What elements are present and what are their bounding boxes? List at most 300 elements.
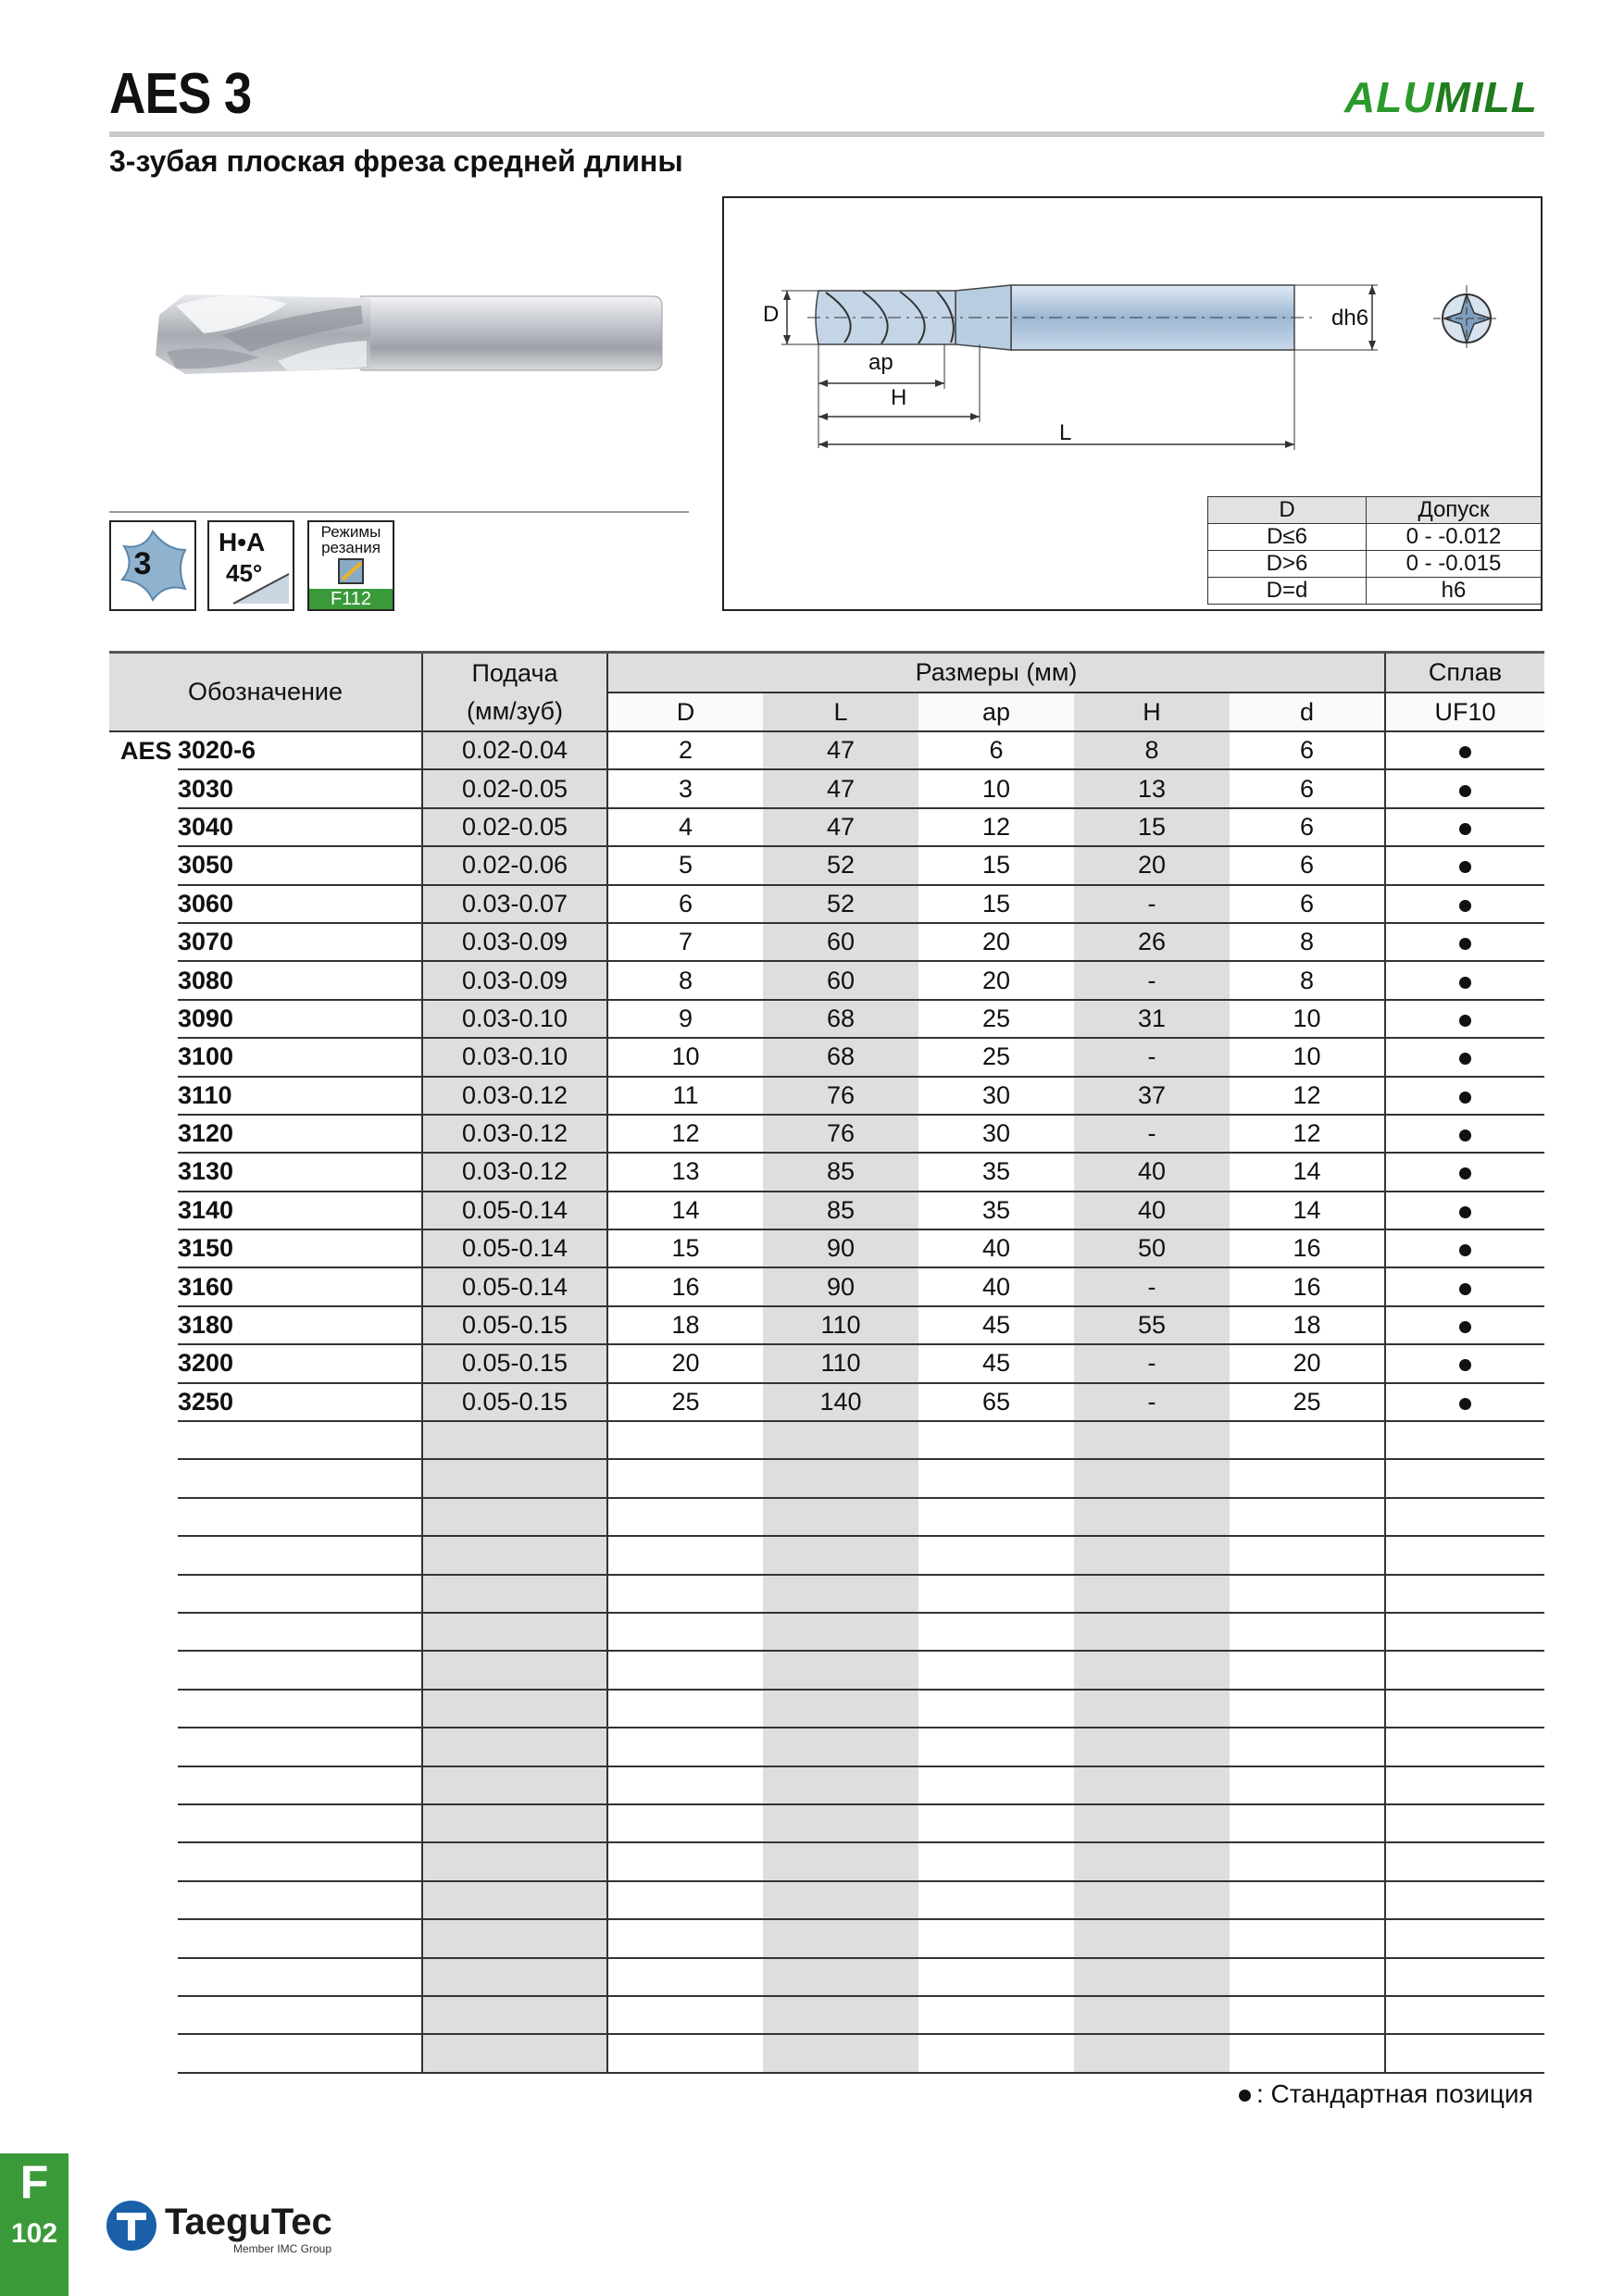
row-alloy xyxy=(1385,1192,1544,1229)
row-code: 3070 xyxy=(178,923,422,961)
empty-cell xyxy=(422,1804,607,1842)
row-code: 3040 xyxy=(178,808,422,846)
row-code: 3250 xyxy=(178,1383,422,1421)
row-prefix xyxy=(109,885,178,923)
empty-cell xyxy=(1074,1919,1230,1957)
row-d-diameter: 6 xyxy=(607,885,763,923)
empty-cell xyxy=(763,1459,918,1497)
standard-dot-icon xyxy=(1459,746,1471,758)
row-prefix xyxy=(109,1038,178,1076)
header-H: H xyxy=(1074,693,1230,731)
row-code: 3060 xyxy=(178,885,422,923)
row-prefix xyxy=(109,961,178,999)
header-rule xyxy=(109,131,1544,137)
empty-cell xyxy=(763,1690,918,1728)
row-prefix xyxy=(109,1153,178,1191)
row-feed: 0.03-0.12 xyxy=(422,1115,607,1153)
empty-cell xyxy=(763,1919,918,1957)
empty-cell xyxy=(763,1804,918,1842)
empty-cell xyxy=(918,1804,1074,1842)
empty-cell xyxy=(918,1498,1074,1536)
standard-dot-icon xyxy=(1459,1398,1471,1410)
table-row xyxy=(109,769,1544,807)
empty-cell xyxy=(1230,1766,1385,1804)
empty-cell xyxy=(1385,1919,1544,1957)
empty-cell xyxy=(422,1498,607,1536)
row-feed: 0.02-0.04 xyxy=(422,731,607,769)
row-d-diameter: 5 xyxy=(607,846,763,884)
row-feed: 0.05-0.14 xyxy=(422,1192,607,1229)
empty-cell xyxy=(109,1881,178,1919)
helix-diagram-icon xyxy=(209,522,293,609)
section-tab xyxy=(0,2153,69,2296)
empty-cell xyxy=(1385,1459,1544,1497)
empty-cell xyxy=(607,1919,763,1957)
row-l: 76 xyxy=(763,1115,918,1153)
empty-cell xyxy=(607,2034,763,2072)
row-d-diameter: 16 xyxy=(607,1267,763,1305)
empty-table-row xyxy=(109,1421,1544,1459)
row-l: 85 xyxy=(763,1153,918,1191)
row-code: 3160 xyxy=(178,1267,422,1305)
empty-cell xyxy=(422,1881,607,1919)
empty-cell xyxy=(1230,1881,1385,1919)
row-d-shank: 10 xyxy=(1230,1038,1385,1076)
row-alloy xyxy=(1385,846,1544,884)
empty-cell xyxy=(1385,1536,1544,1574)
row-l: 85 xyxy=(763,1192,918,1229)
row-d-shank: 12 xyxy=(1230,1077,1385,1115)
empty-cell xyxy=(918,1651,1074,1689)
empty-cell xyxy=(1230,1613,1385,1651)
table-row xyxy=(109,1229,1544,1267)
empty-cell xyxy=(1230,1421,1385,1459)
empty-cell xyxy=(1385,1651,1544,1689)
row-ap: 30 xyxy=(918,1115,1074,1153)
empty-cell xyxy=(607,1459,763,1497)
empty-cell xyxy=(763,1728,918,1766)
standard-dot-icon xyxy=(1459,977,1471,989)
row-ap: 45 xyxy=(918,1344,1074,1382)
empty-cell xyxy=(918,1421,1074,1459)
row-h: - xyxy=(1074,1038,1230,1076)
empty-cell xyxy=(763,1842,918,1880)
row-d-shank: 16 xyxy=(1230,1229,1385,1267)
row-d-diameter: 20 xyxy=(607,1344,763,1382)
row-d-diameter: 8 xyxy=(607,961,763,999)
empty-cell xyxy=(918,1613,1074,1651)
row-d-shank: 25 xyxy=(1230,1383,1385,1421)
row-h: 50 xyxy=(1074,1229,1230,1267)
empty-cell xyxy=(109,2034,178,2072)
row-l: 52 xyxy=(763,885,918,923)
empty-cell xyxy=(607,1804,763,1842)
row-l: 47 xyxy=(763,769,918,807)
row-prefix xyxy=(109,1267,178,1305)
empty-table-row xyxy=(109,1996,1544,2034)
row-h: 15 xyxy=(1074,808,1230,846)
row-ap: 20 xyxy=(918,961,1074,999)
empty-table-row xyxy=(109,1958,1544,1996)
empty-cell xyxy=(109,1498,178,1536)
standard-dot-icon xyxy=(1459,823,1471,835)
header-ap: ap xyxy=(918,693,1074,731)
row-feed: 0.03-0.12 xyxy=(422,1077,607,1115)
row-d-diameter: 10 xyxy=(607,1038,763,1076)
empty-cell xyxy=(1230,1575,1385,1613)
table-row xyxy=(109,923,1544,961)
empty-cell xyxy=(178,2034,422,2072)
header-uf10: UF10 xyxy=(1385,693,1544,731)
row-prefix xyxy=(109,1192,178,1229)
row-ap: 6 xyxy=(918,731,1074,769)
empty-cell xyxy=(607,1498,763,1536)
empty-cell xyxy=(178,1459,422,1497)
empty-cell xyxy=(763,1766,918,1804)
empty-table-row xyxy=(109,1459,1544,1497)
row-feed: 0.02-0.06 xyxy=(422,846,607,884)
tolerance-range: D>6 xyxy=(1208,551,1367,578)
company-subtitle: Member IMC Group xyxy=(233,2242,332,2255)
end-mill-photo xyxy=(148,278,667,389)
header-feed-unit: (мм/зуб) xyxy=(422,693,607,731)
row-prefix: AES xyxy=(120,736,172,765)
row-ap: 15 xyxy=(918,885,1074,923)
row-h: - xyxy=(1074,1383,1230,1421)
row-l: 90 xyxy=(763,1267,918,1305)
row-prefix xyxy=(109,1383,178,1421)
empty-cell xyxy=(109,1996,178,2034)
empty-cell xyxy=(178,1919,422,1957)
row-code: 3120 xyxy=(178,1115,422,1153)
row-l: 76 xyxy=(763,1077,918,1115)
row-alloy xyxy=(1385,1383,1544,1421)
empty-cell xyxy=(178,1651,422,1689)
empty-cell xyxy=(109,1651,178,1689)
product-table xyxy=(109,651,1544,2074)
empty-cell xyxy=(109,1536,178,1574)
row-l: 110 xyxy=(763,1306,918,1344)
row-code: 3030 xyxy=(178,769,422,807)
row-prefix xyxy=(109,923,178,961)
row-ap: 65 xyxy=(918,1383,1074,1421)
row-code: 3020-6 xyxy=(178,731,422,769)
flutes-icon xyxy=(109,520,196,611)
empty-table-row xyxy=(109,1881,1544,1919)
empty-cell xyxy=(763,1881,918,1919)
empty-cell xyxy=(918,1881,1074,1919)
row-feed: 0.03-0.10 xyxy=(422,1038,607,1076)
empty-cell xyxy=(109,1690,178,1728)
empty-cell xyxy=(422,1575,607,1613)
tolerance-row xyxy=(1208,578,1542,605)
row-prefix xyxy=(109,1306,178,1344)
empty-cell xyxy=(1385,1421,1544,1459)
empty-cell xyxy=(1230,1728,1385,1766)
tolerance-value: 0 - -0.015 xyxy=(1367,551,1542,578)
row-feed: 0.03-0.12 xyxy=(422,1153,607,1191)
row-d-shank: 8 xyxy=(1230,923,1385,961)
header-d: d xyxy=(1230,693,1385,731)
standard-dot-icon xyxy=(1459,1015,1471,1027)
row-l: 60 xyxy=(763,923,918,961)
table-row xyxy=(109,1344,1544,1382)
empty-cell xyxy=(178,1766,422,1804)
standard-dot-icon xyxy=(1459,1092,1471,1104)
empty-cell xyxy=(918,1919,1074,1957)
empty-cell xyxy=(1074,1459,1230,1497)
row-ap: 12 xyxy=(918,808,1074,846)
table-row xyxy=(109,1077,1544,1115)
empty-cell xyxy=(1230,1996,1385,2034)
empty-cell xyxy=(763,1575,918,1613)
drawing-label-D: D xyxy=(763,302,780,327)
flutes-count: 3 xyxy=(133,546,152,581)
row-feed: 0.05-0.14 xyxy=(422,1229,607,1267)
standard-dot-icon xyxy=(1459,938,1471,950)
row-d-shank: 20 xyxy=(1230,1344,1385,1382)
empty-cell xyxy=(607,1651,763,1689)
row-code: 3050 xyxy=(178,846,422,884)
empty-cell xyxy=(763,1498,918,1536)
empty-cell xyxy=(1074,1690,1230,1728)
empty-cell xyxy=(918,1536,1074,1574)
tolerance-value: h6 xyxy=(1367,578,1542,605)
empty-cell xyxy=(1385,2034,1544,2072)
standard-dot-icon xyxy=(1459,1206,1471,1218)
row-feed: 0.02-0.05 xyxy=(422,769,607,807)
empty-table-row xyxy=(109,1498,1544,1536)
empty-cell xyxy=(1230,1842,1385,1880)
empty-cell xyxy=(178,1842,422,1880)
standard-dot-icon xyxy=(1459,1321,1471,1333)
row-h: - xyxy=(1074,1115,1230,1153)
empty-cell xyxy=(1074,1421,1230,1459)
row-d-diameter: 3 xyxy=(607,769,763,807)
row-h: 37 xyxy=(1074,1077,1230,1115)
empty-cell xyxy=(1074,1996,1230,2034)
standard-dot-icon xyxy=(1459,861,1471,873)
empty-cell xyxy=(918,1459,1074,1497)
empty-cell xyxy=(178,1881,422,1919)
cutting-label-1: Режимы xyxy=(320,523,381,541)
empty-table-row xyxy=(109,1766,1544,1804)
row-feed: 0.05-0.14 xyxy=(422,1267,607,1305)
row-ap: 15 xyxy=(918,846,1074,884)
row-ap: 35 xyxy=(918,1153,1074,1191)
row-ap: 10 xyxy=(918,769,1074,807)
table-row xyxy=(109,731,1544,769)
row-d-shank: 16 xyxy=(1230,1267,1385,1305)
row-prefix xyxy=(109,1077,178,1115)
empty-cell xyxy=(178,1421,422,1459)
empty-cell xyxy=(1230,1536,1385,1574)
row-d-shank: 8 xyxy=(1230,961,1385,999)
row-l: 47 xyxy=(763,808,918,846)
empty-cell xyxy=(1230,1919,1385,1957)
empty-table-row xyxy=(109,1728,1544,1766)
standard-dot-icon xyxy=(1459,1129,1471,1142)
empty-cell xyxy=(763,1651,918,1689)
row-h: 40 xyxy=(1074,1153,1230,1191)
row-l: 110 xyxy=(763,1344,918,1382)
row-l: 68 xyxy=(763,1038,918,1076)
empty-cell xyxy=(422,1766,607,1804)
section-letter: F xyxy=(19,2156,49,2208)
row-alloy xyxy=(1385,923,1544,961)
row-alloy xyxy=(1385,885,1544,923)
row-alloy xyxy=(1385,1000,1544,1038)
cutting-reference: F112 xyxy=(309,589,393,609)
row-l: 60 xyxy=(763,961,918,999)
standard-dot-icon xyxy=(1459,785,1471,797)
table-row xyxy=(109,1115,1544,1153)
row-feed: 0.05-0.15 xyxy=(422,1344,607,1382)
row-d-diameter: 9 xyxy=(607,1000,763,1038)
row-d-diameter: 14 xyxy=(607,1192,763,1229)
brand-part-b: MILL xyxy=(1434,73,1538,121)
empty-cell xyxy=(422,1536,607,1574)
header-designation: Обозначение xyxy=(109,653,422,732)
table-row xyxy=(109,1038,1544,1076)
row-alloy xyxy=(1385,1344,1544,1382)
row-code: 3140 xyxy=(178,1192,422,1229)
row-prefix xyxy=(109,846,178,884)
empty-cell xyxy=(422,1958,607,1996)
empty-cell xyxy=(607,1690,763,1728)
empty-cell xyxy=(1074,1842,1230,1880)
empty-cell xyxy=(918,1728,1074,1766)
empty-cell xyxy=(1230,1804,1385,1842)
empty-cell xyxy=(1074,2034,1230,2072)
empty-cell xyxy=(918,1575,1074,1613)
empty-cell xyxy=(1230,1958,1385,1996)
helix-label: H•A xyxy=(219,528,266,556)
standard-dot-icon xyxy=(1459,1244,1471,1256)
row-d-diameter: 4 xyxy=(607,808,763,846)
empty-cell xyxy=(109,1766,178,1804)
empty-cell xyxy=(763,1996,918,2034)
row-code: 3150 xyxy=(178,1229,422,1267)
row-l: 140 xyxy=(763,1383,918,1421)
table-row xyxy=(109,1000,1544,1038)
empty-cell xyxy=(178,1536,422,1574)
row-h: - xyxy=(1074,1267,1230,1305)
empty-cell xyxy=(109,1842,178,1880)
standard-dot-icon xyxy=(1239,2090,1251,2102)
empty-table-row xyxy=(109,2034,1544,2072)
row-prefix xyxy=(109,769,178,807)
row-feed: 0.05-0.15 xyxy=(422,1383,607,1421)
empty-cell xyxy=(763,1421,918,1459)
empty-cell xyxy=(109,1421,178,1459)
row-d-shank: 18 xyxy=(1230,1306,1385,1344)
empty-table-row xyxy=(109,1651,1544,1689)
tolerance-header-tol: Допуск xyxy=(1367,497,1542,524)
empty-cell xyxy=(1074,1728,1230,1766)
row-prefix xyxy=(109,1000,178,1038)
empty-table-row xyxy=(109,1919,1544,1957)
row-h: 26 xyxy=(1074,923,1230,961)
empty-cell xyxy=(607,1728,763,1766)
empty-cell xyxy=(1074,1881,1230,1919)
row-h: 40 xyxy=(1074,1192,1230,1229)
row-feed: 0.03-0.10 xyxy=(422,1000,607,1038)
empty-cell xyxy=(1074,1613,1230,1651)
table-row xyxy=(109,885,1544,923)
empty-cell xyxy=(109,1459,178,1497)
company-name: TaeguTec xyxy=(165,2202,332,2242)
header-D: D xyxy=(607,693,763,731)
row-d-shank: 14 xyxy=(1230,1153,1385,1191)
empty-cell xyxy=(1074,1766,1230,1804)
empty-table-row xyxy=(109,1536,1544,1574)
table-row xyxy=(109,1306,1544,1344)
table-row xyxy=(109,1153,1544,1191)
empty-cell xyxy=(1074,1536,1230,1574)
empty-table-row xyxy=(109,1690,1544,1728)
empty-cell xyxy=(1074,1804,1230,1842)
table-row xyxy=(109,1383,1544,1421)
row-h: - xyxy=(1074,961,1230,999)
row-h: 55 xyxy=(1074,1306,1230,1344)
empty-cell xyxy=(1385,1842,1544,1880)
row-code: 3200 xyxy=(178,1344,422,1382)
empty-cell xyxy=(178,1996,422,2034)
row-l: 47 xyxy=(763,731,918,769)
empty-cell xyxy=(1385,1766,1544,1804)
row-alloy xyxy=(1385,1153,1544,1191)
empty-cell xyxy=(422,1421,607,1459)
row-d-diameter: 11 xyxy=(607,1077,763,1115)
empty-cell xyxy=(1385,1728,1544,1766)
empty-cell xyxy=(918,1766,1074,1804)
empty-cell xyxy=(763,1536,918,1574)
row-d-shank: 6 xyxy=(1230,731,1385,769)
empty-cell xyxy=(607,1958,763,1996)
empty-cell xyxy=(109,1613,178,1651)
empty-cell xyxy=(1385,1613,1544,1651)
empty-cell xyxy=(109,1575,178,1613)
row-d-diameter: 15 xyxy=(607,1229,763,1267)
table-row xyxy=(109,1267,1544,1305)
header-dimensions: Размеры (мм) xyxy=(607,653,1385,693)
row-alloy xyxy=(1385,1267,1544,1305)
empty-cell xyxy=(178,1498,422,1536)
empty-cell xyxy=(178,1613,422,1651)
row-d-diameter: 25 xyxy=(607,1383,763,1421)
empty-cell xyxy=(178,1728,422,1766)
row-code: 3090 xyxy=(178,1000,422,1038)
row-d-diameter: 12 xyxy=(607,1115,763,1153)
row-d-diameter: 18 xyxy=(607,1306,763,1344)
tolerance-range: D=d xyxy=(1208,578,1367,605)
row-code: 3180 xyxy=(178,1306,422,1344)
empty-cell xyxy=(422,1613,607,1651)
empty-cell xyxy=(1230,1651,1385,1689)
row-d-shank: 12 xyxy=(1230,1115,1385,1153)
legend-text: : Стандартная позиция xyxy=(1256,2079,1533,2108)
taegutec-emblem-icon xyxy=(104,2198,159,2253)
empty-table-row xyxy=(109,1613,1544,1651)
empty-cell xyxy=(109,1728,178,1766)
tolerance-table xyxy=(1207,496,1542,605)
standard-dot-icon xyxy=(1459,1359,1471,1371)
header-alloy: Сплав xyxy=(1385,653,1544,693)
standard-dot-icon xyxy=(1459,900,1471,912)
row-prefix xyxy=(109,1115,178,1153)
empty-cell xyxy=(607,1842,763,1880)
